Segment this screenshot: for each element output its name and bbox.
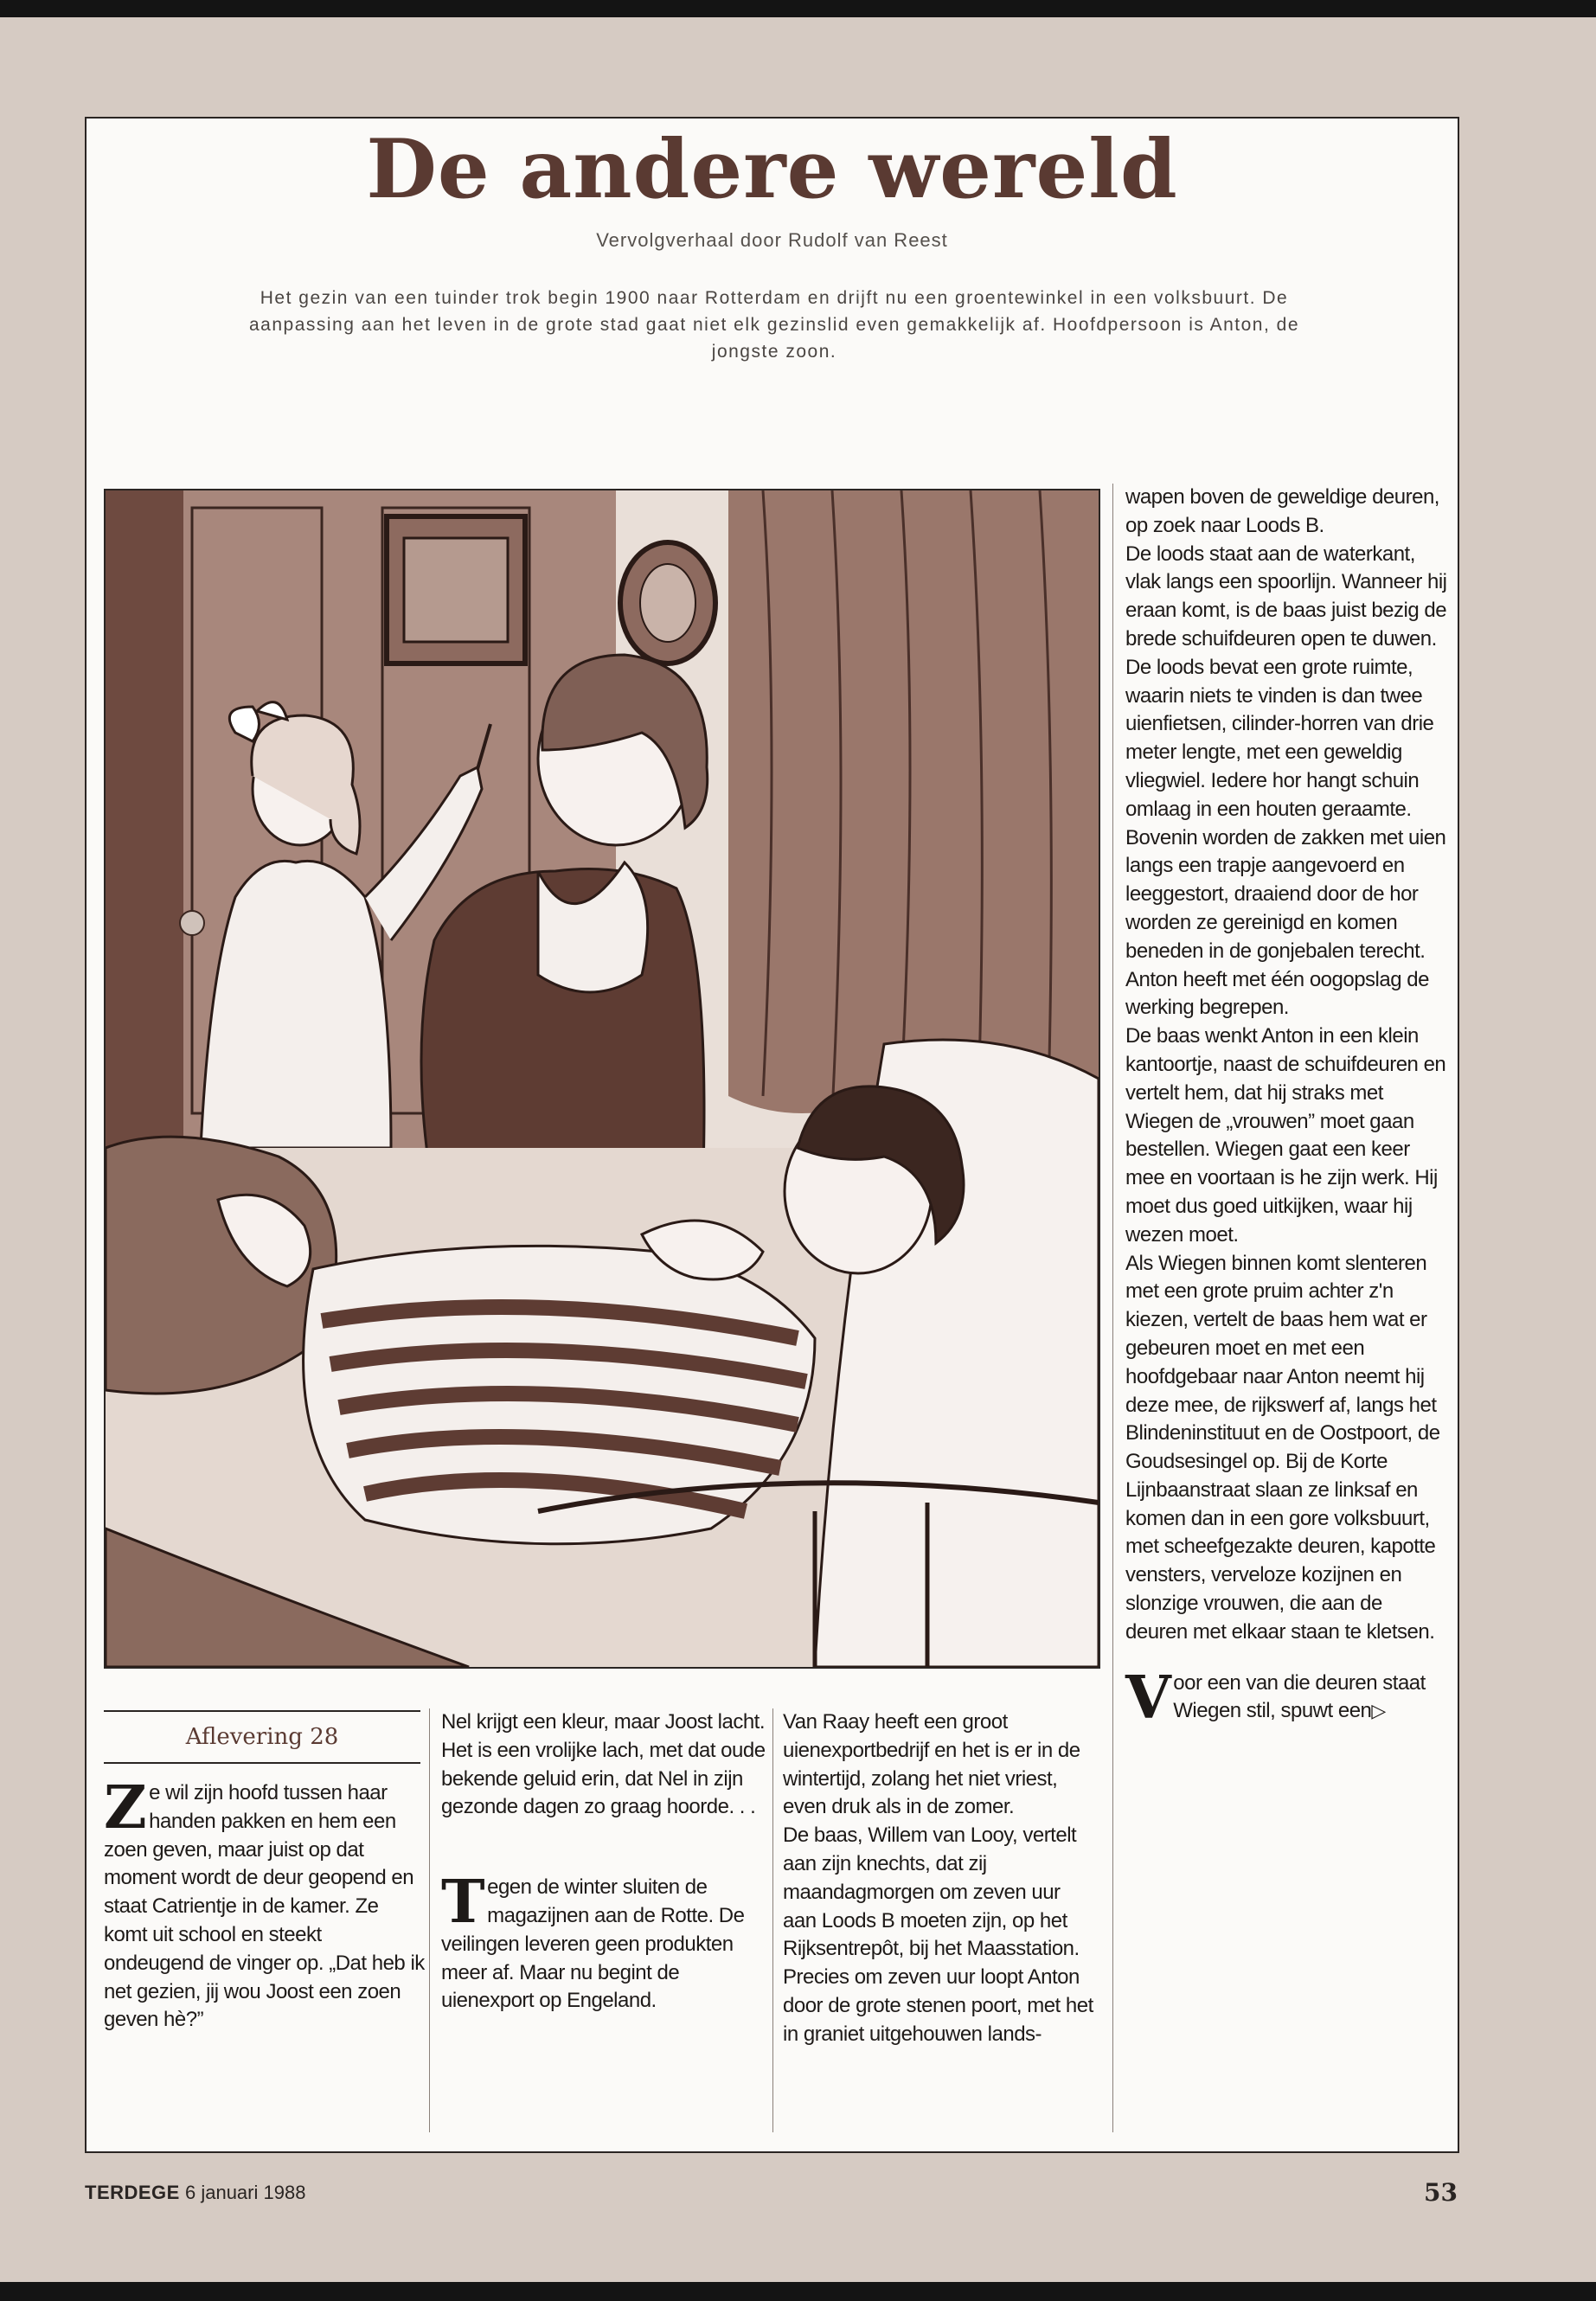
paragraph-text: oor een van die deuren staat Wiegen stil, spuwt een bbox=[1173, 1670, 1426, 1723]
paragraph: Nel krijgt een kleur, maar Joost lacht. Het is een vrolijke lach, met dat oude bekende geluid erin, dat Nel in zijn gezonde dagen zo graag hoorde. . . bbox=[441, 1710, 766, 1819]
page-number: 53 bbox=[1424, 2178, 1458, 2207]
drop-cap: T bbox=[441, 1868, 485, 1938]
publication-date: 6 januari 1988 bbox=[184, 2182, 306, 2203]
article-title: De andere wereld bbox=[366, 122, 1178, 217]
paragraph: De baas wenkt Anton in een klein kantoortje, naast de schuifdeuren en vertelt hem, dat hij straks met Wiegen de „vrouwen” moet gaan bestellen. Wiegen gaat een keer mee en voortaan is he zijn werk. Hij moet dus goed uitkijken, waar hij wezen moet. bbox=[1125, 1024, 1446, 1247]
scan-top-edge bbox=[0, 0, 1596, 17]
article-subtitle: Vervolgverhaal door Rudolf van Reest bbox=[596, 229, 948, 251]
text-column-3 bbox=[783, 1708, 1099, 2049]
continue-arrow-icon: ▷ bbox=[1371, 1701, 1386, 1723]
drop-cap: Z bbox=[104, 1773, 147, 1843]
paragraph: De loods staat aan de waterkant, vlak langs een spoorlijn. Wanneer hij eraan komt, is de baas juist bezig de brede schuifdeuren open te duwen. De loods bevat een grote ruimte, waarin niets te vinden is dan twee uienfietsen, cilinder-horren van drie meter lengte, met een geweldig vliegwiel. Iedere hor hangt schuin omlaag in een houten geraamte. Bovenin worden de zakken met uien langs een trapje aangevoerd en leeggestort, draaiend door de hor worden ze gereinigd en komen beneden in de gonjebalen terecht. Anton heeft met één oogopslag de werking begrepen. bbox=[1125, 542, 1447, 1020]
column-divider bbox=[772, 1708, 773, 2132]
illustration-family-bedside bbox=[104, 489, 1100, 1669]
text-column-2 bbox=[441, 1708, 766, 2016]
scan-bottom-edge bbox=[0, 2282, 1596, 2301]
paragraph bbox=[1125, 1663, 1447, 1733]
column-divider bbox=[1112, 484, 1113, 2132]
magazine-page bbox=[85, 117, 1459, 2153]
paragraph: Van Raay heeft een groot uienexportbedrijf en het is er in de wintertijd, zolang het niet vriest, even druk als in de zomer. bbox=[783, 1710, 1080, 1819]
article-intro: Het gezin van een tuinder trok begin 1900 naar Rotterdam en drijft nu een groentewinkel in een volksbuurt. De aanpassing aan het leven in de grote stad gaat niet elk gezinslid even gemakkelijk af. Hoofdpersoon is Anton, de jongste zoon. bbox=[248, 288, 1300, 362]
paragraph bbox=[441, 1868, 766, 2016]
column-divider bbox=[429, 1708, 430, 2132]
text-column-right bbox=[1125, 484, 1447, 1733]
paragraph-text: egen de winter sluiten de magazijnen aan de Rotte. De veilingen leveren geen produkten meer af. Maar nu begint de uienexport op Engeland. bbox=[441, 1875, 745, 2013]
paragraph: De baas, Willem van Looy, vertelt aan zijn knechts, dat zij maandagmorgen om zeven uur aan Loods B moeten zijn, op het Rijksentrepôt, bij het Maasstation. Precies om zeven uur loopt Anton door de grote stenen poort, met het in graniet uitgehouwen lands- bbox=[783, 1823, 1093, 2046]
paragraph-text: e wil zijn hoofd tussen haar handen pakken en hem een zoen geven, maar juist op dat moment wordt de deur geopend en staat Catrientje in de kamer. Ze komt uit school en steekt ondeugend de vinger op. „Dat heb ik net gezien, jij wou Joost een zoen geven hè?” bbox=[104, 1781, 425, 2032]
footer-publication bbox=[85, 2182, 305, 2204]
episode-label: Aflevering 28 bbox=[104, 1710, 420, 1764]
paragraph: Als Wiegen binnen komt slenteren met een grote pruim achter z'n kiezen, vertelt de baas hem wat er gebeuren moet en met een hoofdgebaar naar Anton neemt hij deze mee, de rijkswerf af, langs het Blindeninstituut en de Oostpoort, de Goudsesingel op. Bij de Korte Lijnbaanstraat slaan ze linksaf en komen dan in een gore volksbuurt, met scheefgezakte deuren, kapotte vensters, verveloze kozijnen en slonzige vrouwen, die aan de deuren met elkaar staan te kletsen. bbox=[1125, 1251, 1440, 1644]
drop-cap: V bbox=[1125, 1663, 1171, 1733]
illustration-drawing bbox=[106, 490, 1099, 1667]
paragraph: wapen boven de geweldige deuren, op zoek naar Loods B. bbox=[1125, 485, 1439, 537]
text-column-1 bbox=[104, 1773, 426, 2035]
publication-name: TERDEGE bbox=[85, 2182, 180, 2203]
paragraph bbox=[104, 1773, 426, 2035]
